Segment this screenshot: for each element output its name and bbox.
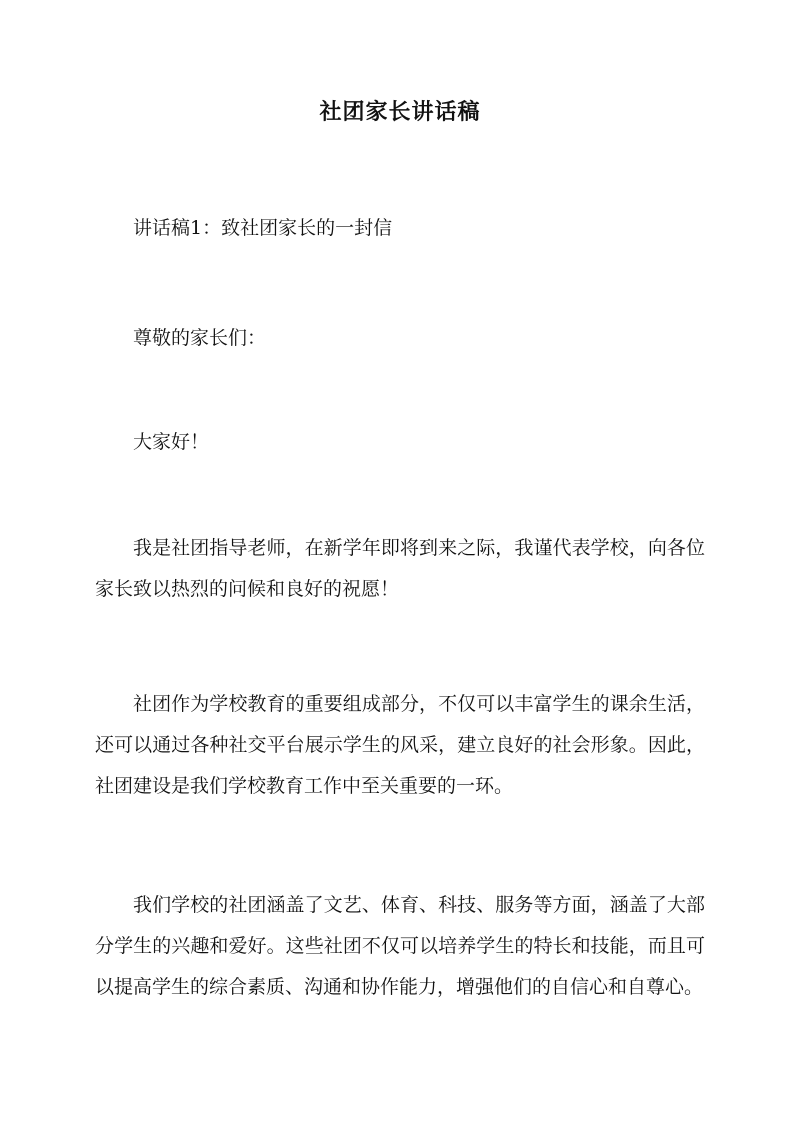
greeting-paragraph: 大家好！ (133, 431, 210, 453)
subtitle-paragraph: 讲话稿1：致社团家长的一封信 (133, 217, 393, 239)
salutation-paragraph: 尊敬的家长们： (133, 327, 267, 349)
body-paragraph: 我是社团指导老师，在新学年即将到来之际，我谨代表学校，向各位家长致以热烈的问候和良好的祝愿！ (95, 537, 705, 600)
body-paragraph: 我们学校的社团涵盖了文艺、体育、科技、服务等方面，涵盖了大部分学生的兴趣和爱好。这些社团不仅可以培养学生的特长和技能，而且可以提高学生的综合素质、沟通和协作能力，增强他们的自信心和自尊心。 (95, 894, 705, 998)
body-paragraph: 社团作为学校教育的重要组成部分，不仅可以丰富学生的课余生活，还可以通过各种社交平台展示学生的风采，建立良好的社会形象。因此，社团建设是我们学校教育工作中至关重要的一环。 (95, 693, 705, 797)
document-title: 社团家长讲话稿 (319, 99, 481, 125)
